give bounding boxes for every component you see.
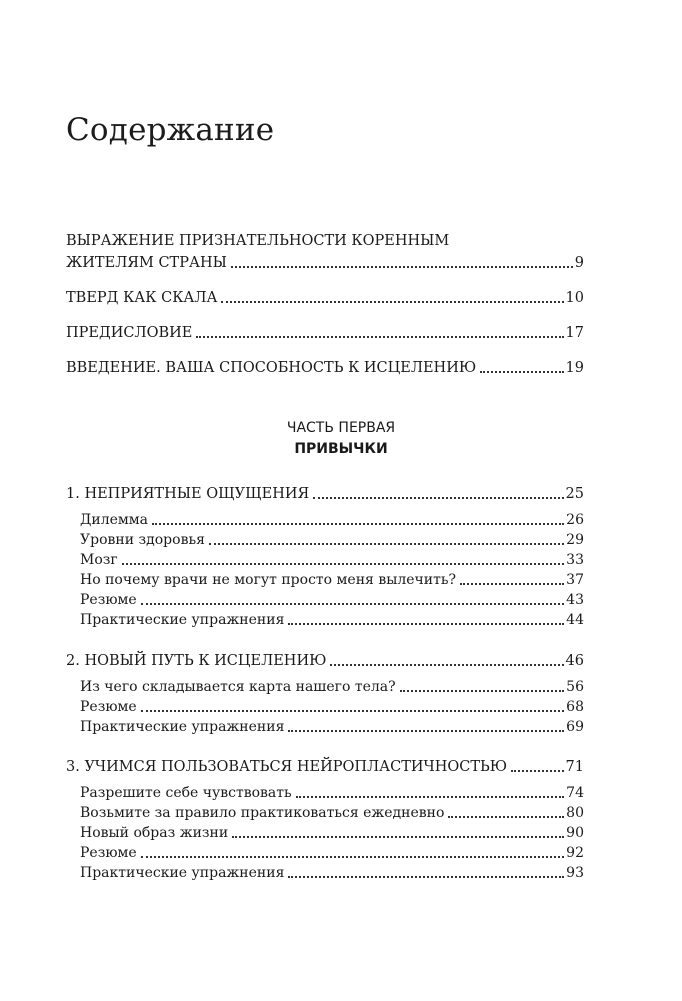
- toc-entry[interactable]: [66, 253, 584, 273]
- toc-section[interactable]: [80, 510, 584, 530]
- toc-chapter-label: 1. НЕПРИЯТНЫЕ ОЩУЩЕНИЯ: [66, 486, 310, 502]
- toc-section-page: 74: [566, 785, 584, 801]
- toc-entry[interactable]: [66, 358, 584, 378]
- leader-dots: [511, 769, 563, 772]
- toc-section[interactable]: [80, 783, 584, 803]
- leader-dots: [196, 335, 563, 338]
- toc-section-label: Резюме: [80, 592, 137, 608]
- toc-entry-label: ВВЕДЕНИЕ. ВАША СПОСОБНОСТЬ К ИСЦЕЛЕНИЮ: [66, 360, 477, 376]
- leader-dots: [460, 582, 564, 585]
- toc-chapter[interactable]: [66, 484, 584, 504]
- toc-entry-label: ПРЕДИСЛОВИЕ: [66, 325, 193, 341]
- toc-entry-label: ЖИТЕЛЯМ СТРАНЫ: [66, 255, 227, 271]
- toc-chapter-page: 71: [565, 759, 584, 775]
- part-name: ПРИВЫЧКИ: [294, 441, 388, 457]
- leader-dots: [400, 689, 565, 692]
- toc-section-label: Новый образ жизни: [80, 825, 229, 841]
- toc-section[interactable]: [80, 697, 584, 717]
- toc-chapter[interactable]: [66, 757, 584, 777]
- toc-section-label: Возьмите за правило практиковаться ежедневно: [80, 805, 445, 821]
- page-title: Содержание: [66, 112, 275, 148]
- leader-dots: [231, 265, 573, 268]
- toc-section-page: 26: [566, 512, 584, 528]
- toc-chapter-page: 25: [565, 486, 584, 502]
- toc-section-label: Разрешите себе чувствовать: [80, 785, 292, 801]
- toc-entry-line1: ВЫРАЖЕНИЕ ПРИЗНАТЕЛЬНОСТИ КОРЕННЫМ: [66, 233, 450, 249]
- toc-section-label: Практические упражнения: [80, 719, 285, 735]
- leader-dots: [209, 542, 564, 545]
- toc-section[interactable]: [80, 550, 584, 570]
- toc-section-label: Из чего складывается карта нашего тела?: [80, 679, 396, 695]
- toc-entry-label: ТВЕРД КАК СКАЛА: [66, 290, 218, 306]
- part-heading: ЧАСТЬ ПЕРВАЯ: [286, 420, 396, 436]
- toc-entry-page: 17: [565, 325, 584, 341]
- leader-dots: [288, 729, 564, 732]
- toc-section[interactable]: [80, 570, 584, 590]
- toc-section-label: Практические упражнения: [80, 612, 285, 628]
- toc-section-label: Дилемма: [80, 512, 149, 528]
- leader-dots: [141, 602, 564, 605]
- toc-section-page: 69: [566, 719, 584, 735]
- leader-dots: [141, 709, 564, 712]
- toc-section-page: 44: [566, 612, 584, 628]
- toc-section-page: 43: [566, 592, 584, 608]
- toc-section[interactable]: [80, 610, 584, 630]
- toc-section-page: 80: [566, 805, 584, 821]
- toc-section-page: 33: [566, 552, 584, 568]
- toc-section[interactable]: [80, 590, 584, 610]
- leader-dots: [330, 663, 563, 666]
- toc-section-label: Резюме: [80, 845, 137, 861]
- toc-section[interactable]: [80, 717, 584, 737]
- toc-section-page: 93: [566, 865, 584, 881]
- toc-section[interactable]: [80, 677, 584, 697]
- leader-dots: [288, 875, 564, 878]
- toc-entry[interactable]: [66, 288, 584, 308]
- leader-dots: [480, 370, 563, 373]
- leader-dots: [296, 795, 565, 798]
- leader-dots: [122, 562, 564, 565]
- leader-dots: [221, 300, 563, 303]
- leader-dots: [152, 522, 564, 525]
- leader-dots: [288, 622, 564, 625]
- toc-chapter-label: 2. НОВЫЙ ПУТЬ К ИСЦЕЛЕНИЮ: [66, 653, 327, 669]
- toc-section[interactable]: [80, 863, 584, 883]
- toc-section-page: 92: [566, 845, 584, 861]
- toc-chapter[interactable]: [66, 651, 584, 671]
- toc-section-page: 29: [566, 532, 584, 548]
- toc-section[interactable]: [80, 843, 584, 863]
- toc-section-page: 90: [566, 825, 584, 841]
- leader-dots: [448, 815, 564, 818]
- toc-section-label: Практические упражнения: [80, 865, 285, 881]
- leader-dots: [232, 835, 564, 838]
- toc-section[interactable]: [80, 803, 584, 823]
- toc-section-label: Резюме: [80, 699, 137, 715]
- toc-section-page: 37: [566, 572, 584, 588]
- toc-section-label: Мозг: [80, 552, 118, 568]
- toc-entry-page: 10: [565, 290, 584, 306]
- toc-section-page: 68: [566, 699, 584, 715]
- toc-section[interactable]: [80, 823, 584, 843]
- toc-entry-page: 19: [565, 360, 584, 376]
- toc-section-page: 56: [566, 679, 584, 695]
- toc-section-label: Но почему врачи не могут просто меня вылечить?: [80, 572, 456, 588]
- leader-dots: [141, 855, 564, 858]
- leader-dots: [313, 496, 563, 499]
- toc-chapter-label: 3. УЧИМСЯ ПОЛЬЗОВАТЬСЯ НЕЙРОПЛАСТИЧНОСТЬЮ: [66, 759, 508, 775]
- toc-entry-page: 9: [574, 255, 584, 271]
- toc-section-label: Уровни здоровья: [80, 532, 205, 548]
- toc-chapter-page: 46: [565, 653, 584, 669]
- toc-entry[interactable]: [66, 323, 584, 343]
- toc-section[interactable]: [80, 530, 584, 550]
